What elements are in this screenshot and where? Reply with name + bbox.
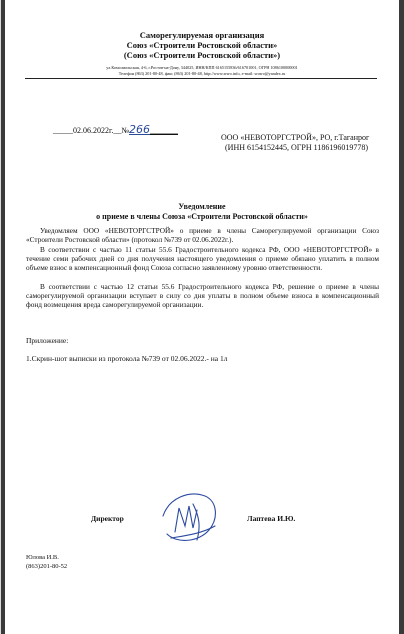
letterhead-contacts: Телефон (863) 201-80-48, факс (863) 201-80-48, http://www.srsro.info, e-mail: srosro@yandex.ru [118, 71, 286, 76]
signatory-role: Директор [91, 514, 124, 523]
letterhead-address: ул.Комсомольская, 4-6, г.Ростов-на-Дону, 344025, ИНН/КПП 6165155836/616701001, ОГРН 1086100000001 [106, 65, 298, 70]
notice-title: Уведомление [178, 202, 226, 211]
executor-phone: (863)201-80-52 [26, 563, 68, 570]
body-paragraph-1: Уведомляем ООО «НЕВОТОРГСТРОЙ» о приеме в члены Саморегулируемой организации Союз «Строители Ростовской области» (протокол №739 от 02.06.2022г.). [26, 226, 379, 244]
letterhead-rule [25, 78, 377, 79]
body-paragraph-3: В соответствии с частью 12 статьи 55.6 Градостроительного кодекса РФ, решение о приеме в члены саморегулируемой организации вступает в силу со дня уплаты в полном объеме взноса в компенсационный фонд возмещения вреда саморегулируемой организации. [26, 282, 379, 309]
handwritten-signature [153, 486, 225, 550]
ref-number: 266 [129, 123, 151, 136]
attachment-item: 1.Скрин-шот выписки из протокола №739 от 02.06.2022.- на 1л [26, 354, 228, 363]
letterhead-line2: Союз «Строители Ростовской области» [126, 40, 278, 50]
viewer-edge [0, 0, 1, 634]
ref-line: _____02.06.2022г.__№266_______ [53, 123, 179, 136]
signatory-name: Лаптева И.Ю. [247, 514, 296, 523]
recipient-line1: ООО «НЕВОТОРГСТРОЙ», РО, г.Таганрог [221, 133, 370, 142]
document-page [5, 0, 399, 634]
recipient-line2: (ИНН 6154152445, ОГРН 1186196019778) [225, 143, 368, 152]
attachments-label: Приложение: [26, 336, 69, 345]
ref-date: _____02.06.2022г.__№ [53, 126, 130, 135]
letterhead-line3: (Союз «Строители Ростовской области») [123, 50, 281, 60]
notice-subtitle: о приеме в члены Союза «Строители Ростовской области» [96, 212, 308, 221]
executor-name: Юлова И.В. [26, 554, 59, 561]
letterhead-line1: Саморегулируемая организация [139, 30, 265, 40]
body-paragraph-2: В соответствии с частью 11 статьи 55.6 Градостроительного кодекса РФ, ООО «НЕВОТОРГСТРОЙ» в течение семи рабочих дней со дня получения настоящего уведомления о приеме обязано уплатить в полном объеме взнос в компенсационный фонд Союза согласно заявленному уровню ответственности. [26, 245, 379, 272]
